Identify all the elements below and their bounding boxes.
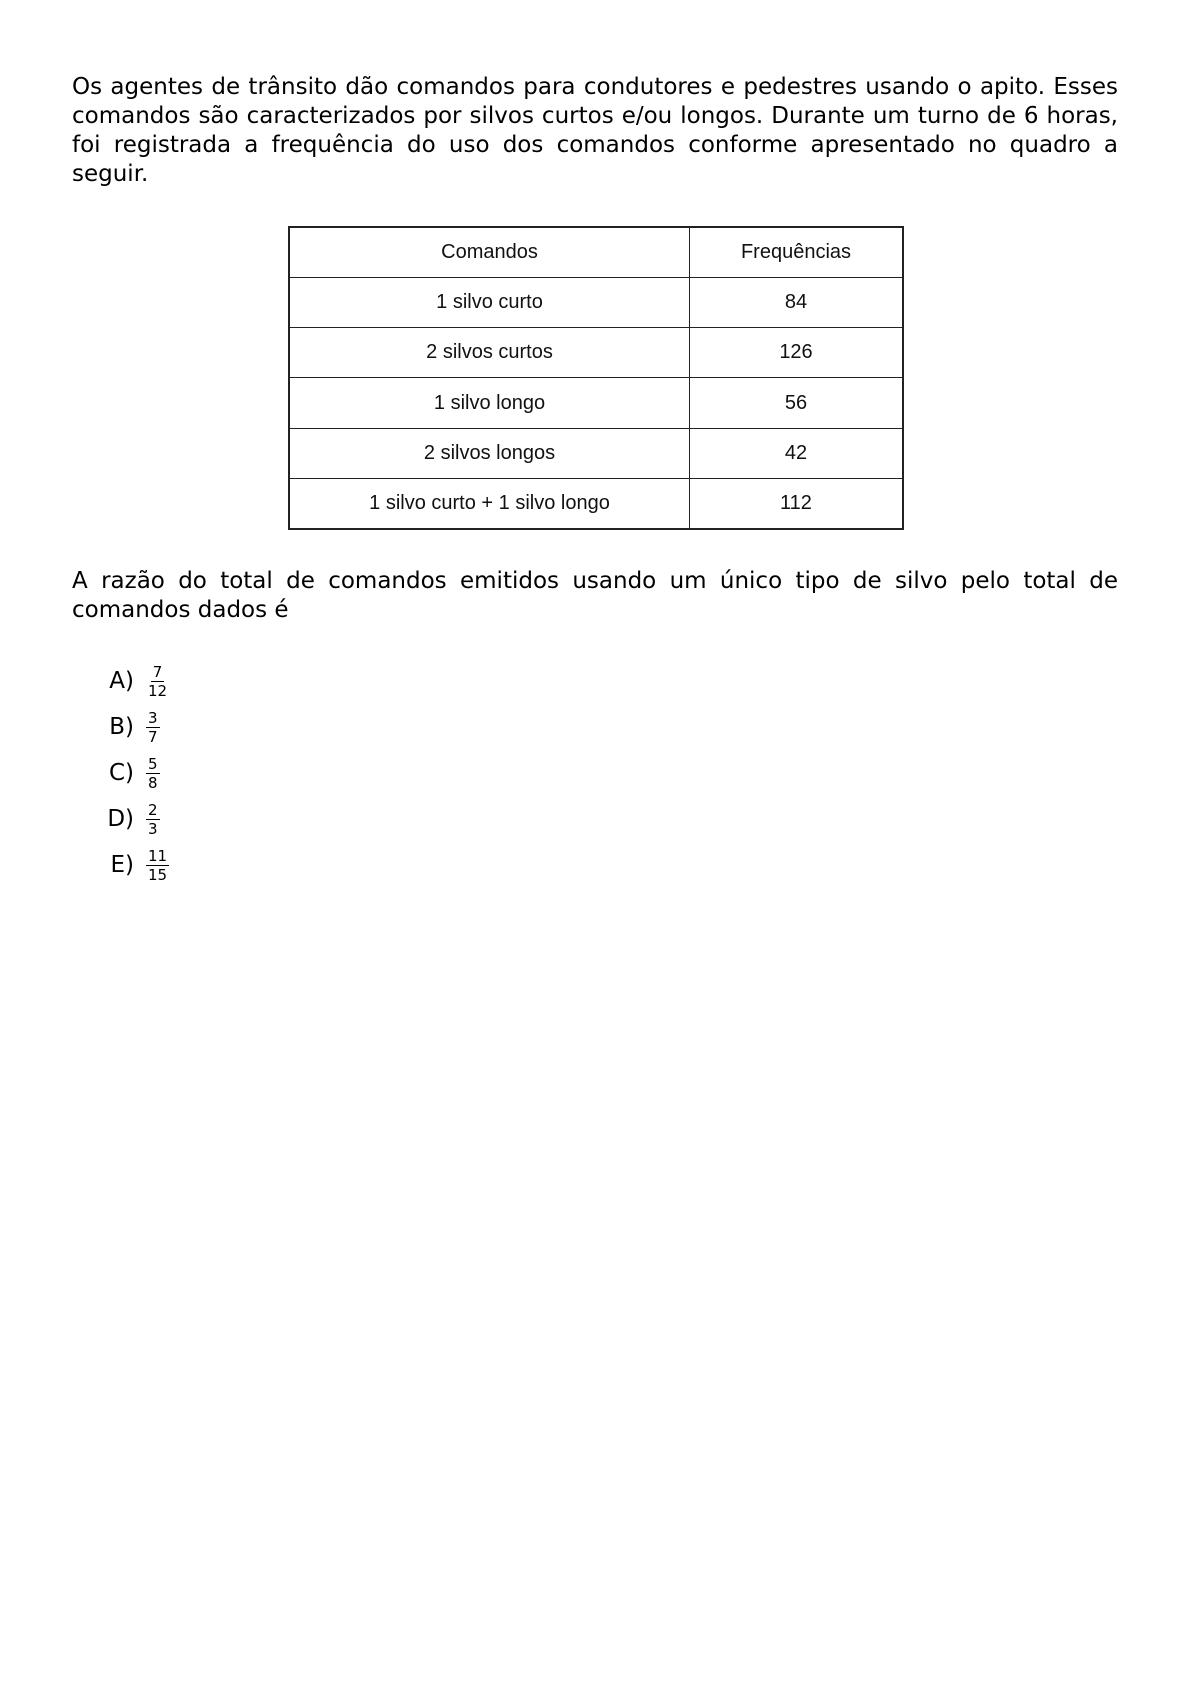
- fraction-numerator: 11: [148, 846, 168, 865]
- option-fraction: [146, 710, 160, 745]
- option-c: [94, 750, 169, 796]
- fraction-denominator: 12: [148, 681, 168, 700]
- frequency-cell: 126: [690, 328, 903, 378]
- fraction-denominator: 8: [148, 773, 158, 792]
- table-row: [290, 478, 902, 528]
- command-cell: 2 silvos curtos: [290, 328, 690, 378]
- table-row: [290, 378, 902, 428]
- fraction-numerator: 2: [148, 800, 158, 819]
- frequency-cell: 42: [690, 428, 903, 478]
- option-fraction: [146, 848, 169, 883]
- header-commands: Comandos: [290, 228, 690, 278]
- question-paragraph: A razão do total de comandos emitidos usando um único tipo de silvo pelo total de comandos dados é: [72, 568, 1118, 623]
- table-header-row: [290, 228, 902, 278]
- option-letter: C): [108, 760, 134, 786]
- option-fraction: [146, 802, 160, 837]
- table-row: [290, 428, 902, 478]
- header-frequencies: Frequências: [690, 228, 903, 278]
- option-letter: E): [110, 852, 134, 878]
- option-letter: B): [109, 714, 134, 740]
- fraction-numerator: 3: [148, 708, 158, 727]
- answer-options: [94, 658, 169, 888]
- option-letter: D): [107, 806, 134, 832]
- command-cell: 1 silvo longo: [290, 378, 690, 428]
- option-b: [94, 704, 169, 750]
- option-fraction: [146, 664, 169, 699]
- frequency-cell: 56: [690, 378, 903, 428]
- frequency-table: [288, 226, 904, 530]
- fraction-numerator: 5: [148, 754, 158, 773]
- option-letter: A): [109, 668, 134, 694]
- frequency-cell: 112: [690, 478, 903, 528]
- fraction-denominator: 15: [148, 865, 168, 884]
- option-e: [94, 842, 169, 888]
- command-cell: 1 silvo curto: [290, 278, 690, 328]
- option-a: [94, 658, 169, 704]
- command-cell: 2 silvos longos: [290, 428, 690, 478]
- table-row: [290, 328, 902, 378]
- option-fraction: [146, 756, 160, 791]
- fraction-denominator: 3: [148, 819, 158, 838]
- table-row: [290, 278, 902, 328]
- command-cell: 1 silvo curto + 1 silvo longo: [290, 478, 690, 528]
- option-d: [94, 796, 169, 842]
- frequency-table-grid: [290, 228, 902, 528]
- fraction-numerator: 7: [152, 662, 163, 681]
- fraction-denominator: 7: [148, 727, 158, 746]
- intro-paragraph: Os agentes de trânsito dão comandos para condutores e pedestres usando o apito. Esses comandos são caracterizados por silvos curtos e/ou longos. Durante um turno de 6 horas, foi registrada a frequência do uso dos comandos conforme apresentado no quadro a seguir.: [72, 74, 1118, 187]
- frequency-cell: 84: [690, 278, 903, 328]
